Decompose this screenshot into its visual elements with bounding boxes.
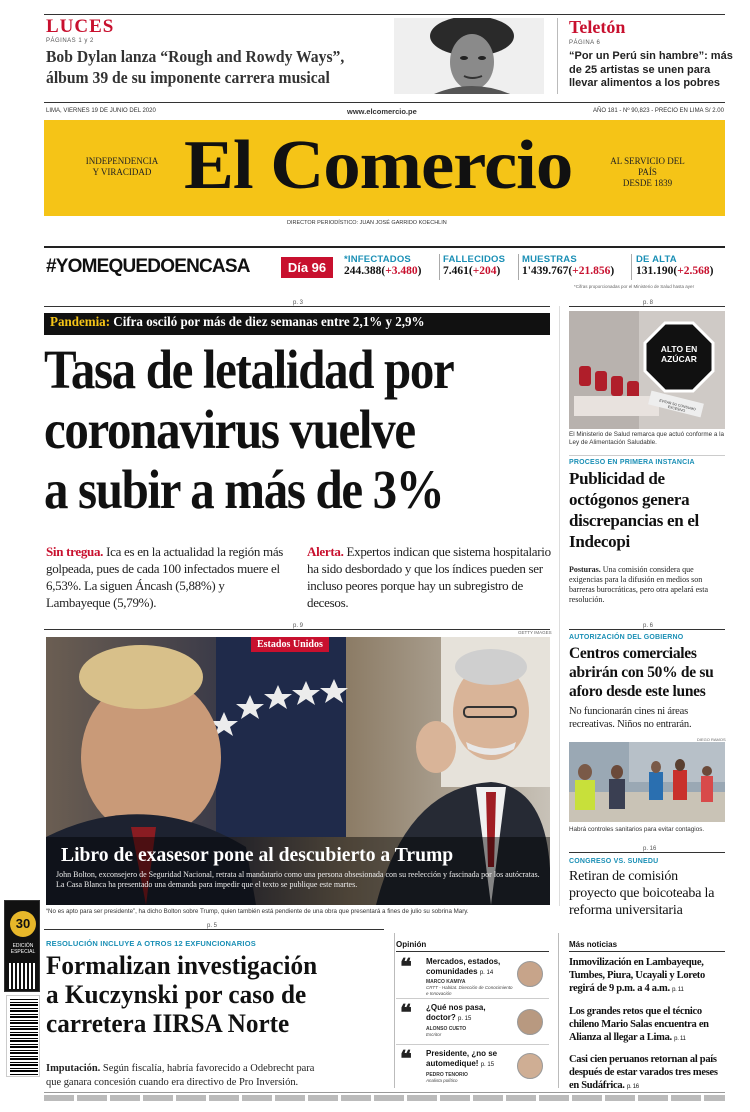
stat-deaths-label: FALLECIDOS — [443, 254, 506, 265]
stats-footnote: *Cifras proporcionadas por el Ministerio de Salud hasta ayer — [574, 284, 695, 289]
photo-story-headline[interactable]: Libro de exasesor pone al descubierto a Trump — [61, 844, 454, 866]
stat-samples-number: 1'439.767 — [522, 265, 569, 277]
opinion-title: ¿Qué nos pasa, doctor? — [426, 1003, 486, 1022]
trump-bolton-photo[interactable] — [46, 637, 550, 905]
more-news-title[interactable]: Más noticias — [569, 940, 618, 949]
photo-story-text: John Bolton, exconsejero de Seguridad Nacional, retrata al mandatario como una persona obsesionada con su reelección y fascinada por los autócratas. La Casa Blanca ha presentado una demanda para impedir que el texto se publique este martes. — [56, 870, 540, 889]
dylan-headline[interactable] — [46, 46, 386, 88]
sign-text — [648, 344, 710, 364]
campaign-hashtag[interactable]: #YOMEQUEDOENCASA — [46, 256, 250, 277]
more-news-text: Casi cien peruanos retornan al país después de estar varados tres meses en Sudáfrica. — [569, 1054, 718, 1091]
sidebar-story2-text: No funcionarán cines ni áreas recreativas. Niños no entrarán. — [569, 706, 692, 730]
more-news-item[interactable] — [569, 1005, 727, 1046]
stat-infected-label: *INFECTADOS — [344, 254, 411, 265]
lead-headline-line1: Tasa de letalidad por — [44, 339, 454, 400]
lead-col1-text: Ica es en la actualidad la región más golpeada, pues de cada 100 infectados muere el 6,53%. La siguen Áncash (5,88%) y Lambayeque (5,79%). — [46, 544, 284, 610]
lead-kicker-text: Cifra osciló por más de diez semanas entre 2,1% y 2,9% — [113, 315, 425, 330]
campaign-day-badge: Día 96 — [281, 257, 333, 278]
luces-pages: PÁGINAS 1 y 2 — [46, 38, 94, 44]
stat-recovered-label: DE ALTA — [636, 254, 677, 265]
sidebar-photo1-page-ref: p. 8 — [640, 300, 656, 306]
lead-col2-label: Alerta. — [307, 544, 344, 559]
sidebar-photo2-caption: Habrá controles sanitarios para evitar contagios. — [569, 826, 705, 833]
site-url[interactable]: www.elcomercio.pe — [347, 107, 417, 116]
sidebar-photo1-caption: El Ministerio de Salud remarca que actuó conforme a la Ley de Alimentación Saludable. — [569, 431, 725, 446]
teleton-headline-line3: llevar alimentos a los pobres — [569, 77, 721, 89]
stat-recovered-value: 131.190(+2.568) — [636, 265, 714, 277]
opinion-author: MARCO KAMIYA — [426, 979, 466, 985]
kuczynski-headline-line1: Formalizan investigación — [46, 951, 318, 980]
more-news-page: p. 16 — [626, 1084, 639, 1090]
stat-recovered — [636, 254, 714, 277]
quote-icon: ❝ — [400, 1000, 412, 1025]
masthead-title[interactable]: El Comercio — [184, 127, 573, 204]
avatar — [517, 1053, 543, 1079]
teleton-headline-line1: “Por un Perú sin hambre”: más — [569, 50, 733, 62]
special-edition-ad[interactable] — [4, 900, 40, 992]
stat-samples-label: MUESTRAS — [522, 254, 577, 265]
avatar — [517, 1009, 543, 1035]
teleton-kicker[interactable]: Teletón — [569, 17, 626, 37]
bob-dylan-photo[interactable] — [394, 18, 544, 94]
sidebar-story1-label: Posturas. — [569, 565, 601, 574]
ad-label: EDICIÓN ESPECIAL — [10, 943, 36, 955]
dylan-headline-line1: Bob Dylan lanza “Rough and Rowdy Ways”, — [46, 47, 345, 66]
lead-col2-text: Expertos indican que sistema hospitalario ha sido desbordado y que los índices pueden ser incluso peores porque hay un subregistro de decesos. — [307, 544, 551, 610]
sidebar-photo2-credit: DIEGO RAMOS — [697, 737, 726, 742]
lead-col1-label: Sin tregua. — [46, 544, 104, 559]
masthead-motto-left — [82, 156, 162, 178]
sidebar-story3-page-ref: p. 16 — [640, 846, 659, 852]
footer-small-print — [44, 1095, 725, 1101]
lead-headline[interactable] — [44, 340, 564, 520]
teleton-headline[interactable] — [569, 50, 734, 91]
dateline: LIMA, VIERNES 19 DE JUNIO DEL 2020 — [46, 108, 156, 114]
quote-icon: ❝ — [400, 954, 412, 979]
motto-left-2: Y VIRACIDAD — [92, 167, 152, 177]
sidebar-story1-headline[interactable]: Publicidad de octógonos genera discrepancias en el Indecopi — [569, 469, 699, 551]
stat-deaths-delta: +204 — [472, 265, 497, 277]
opinion-role: Analista político — [426, 1078, 458, 1083]
director-line: DIRECTOR PERIODÍSTICO: JUAN JOSÉ GARRIDO KOECHLIN — [287, 220, 447, 226]
opinion-item[interactable] — [396, 1000, 549, 1045]
motto-left-1: INDEPENDENCIA — [85, 156, 159, 166]
sidebar-story3-headline[interactable]: Retiran de comisión proyecto que boicoteaba la reforma universitaria — [569, 869, 715, 918]
sidebar-story1-kicker[interactable]: PROCESO EN PRIMERA INSTANCIA — [569, 459, 695, 466]
kuczynski-body — [46, 1061, 391, 1089]
more-news-item[interactable] — [569, 1053, 727, 1094]
sign-small-text: EVITAR SU CONSUMO EXCESIVO — [658, 398, 697, 414]
stat-deaths-number: 7.461 — [443, 265, 469, 277]
kuczynski-page-ref: p. 5 — [204, 923, 220, 929]
stat-infected-number: 244.388 — [344, 265, 382, 277]
kuczynski-body-line2: que ganara concesión cuando era directivo de Pro Inversión. — [46, 1076, 299, 1088]
more-news-text: Los grandes retos que el técnico chileno Mario Salas encuentra en Alianza al llegar a Lima. — [569, 1006, 709, 1043]
opinion-page: p. 15 — [458, 1016, 472, 1022]
sidebar-story1-text: Una comisión considera que exigencias para la difusión en medios son barreras burocráticas, pero otra apelará esta resolución. — [569, 565, 709, 604]
opinion-page: p. 14 — [479, 970, 494, 976]
kuczynski-headline[interactable] — [46, 951, 391, 1038]
stat-samples-delta: +21.856 — [572, 265, 611, 277]
sidebar-story3-kicker[interactable]: CONGRESO VS. SUNEDU — [569, 858, 659, 865]
more-news-item[interactable] — [569, 956, 727, 997]
mall-photo[interactable] — [569, 742, 725, 822]
stat-recovered-number: 131.190 — [636, 265, 674, 277]
sidebar-story2-page-ref: p. 6 — [640, 623, 656, 629]
sign-line2: AZÚCAR — [661, 354, 697, 364]
photo-credit: GETTY IMAGES — [518, 630, 552, 635]
ad-number-badge: 30 — [10, 911, 36, 937]
masthead — [44, 120, 725, 216]
stat-infected — [344, 254, 422, 277]
barcode — [6, 995, 40, 1077]
kuczynski-body-line1 — [46, 1061, 374, 1075]
lead-col1 — [46, 543, 291, 611]
stat-recovered-delta: +2.568 — [677, 265, 710, 277]
opinion-item[interactable] — [396, 1046, 549, 1089]
ad-stripes — [9, 963, 37, 989]
kuczynski-headline-line3: carretera IIRSA Norte — [46, 1009, 290, 1038]
sign-line1: ALTO EN — [660, 344, 698, 354]
stat-deaths-value: 7.461(+204) — [443, 265, 501, 277]
stat-deaths — [443, 254, 505, 277]
kuczynski-body-text1: Según fiscalía, habría favorecido a Odebrecht para — [102, 1062, 315, 1074]
stat-samples-value: 1'439.767(+21.856) — [522, 265, 615, 277]
motto-right-1: AL SERVICIO DEL PAÍS — [610, 156, 685, 177]
masthead-motto-right — [600, 156, 695, 189]
lead-headline-line3: a subir a más de 3% — [44, 459, 444, 520]
motto-right-2: DESDE 1839 — [622, 178, 673, 188]
lead-kicker-bar[interactable] — [44, 313, 550, 335]
octagon-sugar-photo[interactable] — [569, 311, 725, 429]
opinion-page: p. 15 — [480, 1062, 495, 1068]
photo-story-page-ref: p. 9 — [290, 623, 306, 629]
more-news-page: p. 11 — [672, 987, 684, 993]
sidebar-story1-body — [569, 565, 725, 605]
opinion-title: Mercados, estados, comunidades — [426, 957, 501, 976]
more-news-text: Inmovilización en Lambayeque, Tumbes, Piura, Ucayali y Loreto regirá de 9 p.m. a 4 a.m. — [569, 957, 705, 994]
opinion-item[interactable] — [396, 954, 549, 999]
more-news-page: p. 11 — [674, 1036, 686, 1042]
avatar — [517, 961, 543, 987]
photo-story-tag[interactable]: Estados Unidos — [251, 637, 329, 652]
issue-info: AÑO 181 - Nº 90,823 - PRECIO EN LIMA S/ 2.00 — [593, 108, 724, 114]
opinion-role: Escritor — [426, 1032, 442, 1037]
opinion-author: PEDRO TENORIO — [426, 1072, 468, 1078]
lead-page-ref: p. 3 — [290, 300, 306, 306]
stat-infected-delta: +3.480 — [385, 265, 418, 277]
quote-icon: ❝ — [400, 1046, 412, 1071]
opinion-title: Presidente, ¿no se automedique! — [426, 1049, 498, 1068]
lead-col2 — [307, 543, 551, 611]
opinion-role: CRTT - Habitat. Dirección de Conocimiento e Innovación — [426, 985, 513, 996]
luces-kicker[interactable]: LUCES — [46, 16, 115, 37]
stat-infected-value: 244.388(+3.480) — [344, 265, 422, 277]
teleton-page: PÁGINA 6 — [569, 40, 601, 46]
teleton-headline-line2: de 25 artistas se unen para — [569, 63, 711, 76]
lead-headline-line2: coronavirus vuelve — [44, 399, 415, 460]
dylan-headline-line2: álbum 39 de su imponente carrera musical — [46, 68, 330, 87]
opinion-author: ALONSO CUETO — [426, 1026, 467, 1032]
opinion-section-title[interactable]: Opinión — [396, 940, 427, 949]
stat-samples — [522, 254, 614, 277]
photo-story-quote: “No es apto para ser presidente”, ha dicho Bolton sobre Trump, quien también está pendiente de una obra que presentará a fines de julio su sobrina Mary. — [46, 908, 469, 915]
kuczynski-body-label: Imputación. — [46, 1062, 101, 1074]
sidebar-story2-kicker[interactable]: AUTORIZACIÓN DEL GOBIERNO — [569, 634, 684, 641]
sidebar-story2-headline[interactable]: Centros comerciales abrirán con 50% de su aforo desde este lunes — [569, 645, 714, 700]
kuczynski-headline-line2: a Kuczynski por caso de — [46, 980, 307, 1009]
lead-kicker-label: Pandemia: — [50, 315, 111, 330]
kuczynski-kicker[interactable]: RESOLUCIÓN INCLUYE A OTROS 12 EXFUNCIONARIOS — [46, 939, 256, 948]
